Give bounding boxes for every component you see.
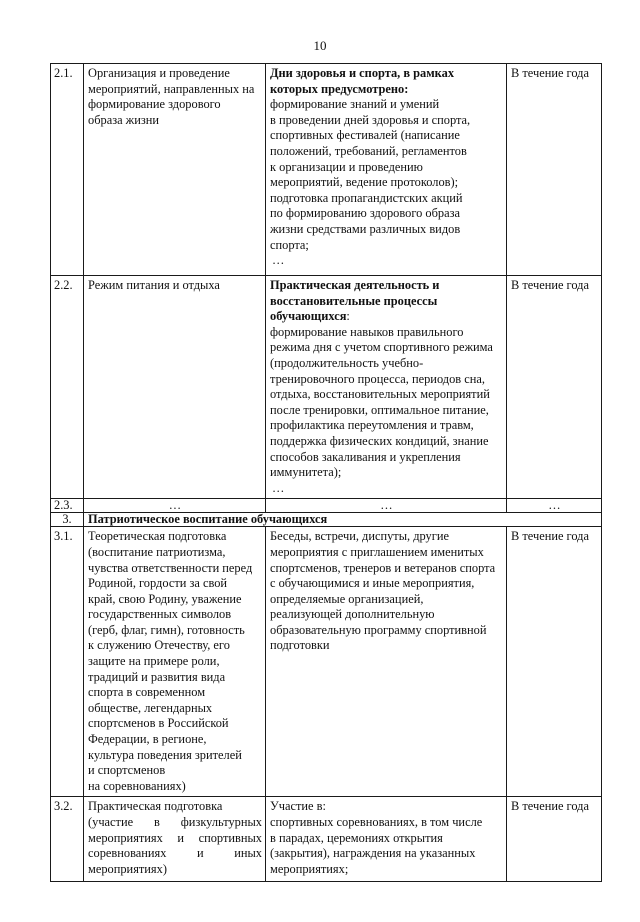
text-line: поддержка физических кондиций, знание (270, 433, 489, 448)
activity-name (84, 276, 266, 499)
text-line: образовательную программу спортивной (270, 622, 487, 637)
text-line: край, свою Родину, уважение (88, 591, 242, 606)
text-line (270, 309, 503, 325)
text-line: мероприятиях) (88, 861, 167, 876)
activity-description: … (266, 499, 507, 513)
text-line: спортивных соревнованиях, в том числе (270, 815, 483, 829)
row-number: 3.1. (51, 527, 84, 797)
text-line: Родиной, гордости за свой (88, 576, 228, 591)
row-number: 3.2. (51, 797, 84, 882)
table-row (51, 499, 602, 513)
text-line: тренировочного процесса, периодов сна, (270, 371, 485, 386)
text-line: с обучающимися и иные мероприятия, (270, 576, 475, 591)
text-line: положений, требований, регламентов (270, 143, 467, 158)
text-line: подготовка пропагандистских акций (270, 190, 463, 205)
text-line: мероприятия с приглашением именитых (270, 544, 484, 559)
row-number: 2.2. (51, 276, 84, 499)
section-title: Патриотическое воспитание обучающихся (84, 513, 602, 527)
text-line: Беседы, встречи, диспуты, другие (270, 529, 449, 544)
bold-heading-line: восстановительные процессы (270, 293, 438, 308)
ellipsis: … (272, 480, 285, 495)
activity-name (84, 64, 266, 276)
text-line: соревнованиях и иных (88, 846, 262, 861)
timeframe: В течение года (507, 276, 602, 499)
table-row (51, 797, 602, 882)
text-line: спорта в современном (88, 685, 206, 700)
text-line: определяемые организацией, (270, 591, 424, 606)
page-number: 10 (313, 38, 327, 53)
text-line: режима дня с учетом спортивного режима (270, 340, 493, 355)
text-line: жизни средствами различных видов (270, 221, 461, 236)
text-line: мероприятиях; (270, 861, 349, 876)
text-line: в проведении дней здоровья и спорта, (270, 112, 471, 127)
timeframe: В течение года (507, 64, 602, 276)
ellipsis: … (272, 253, 285, 268)
timeframe: … (507, 499, 602, 513)
text-line: (участие в физкультурных (88, 815, 262, 829)
text-line: мероприятиях и спортивных (88, 830, 262, 845)
bold-heading-part: обучающихся (270, 309, 347, 324)
text-line: Организация и проведение (88, 66, 230, 80)
text-line: спортивных фестивалей (написание (270, 128, 460, 143)
bold-heading-line: Дни здоровья и спорта, в рамках (270, 66, 455, 80)
text-line: реализующей дополнительную (270, 607, 435, 622)
text-line: к служению Отечеству, его (88, 638, 230, 653)
text-line: (закрытия), награждения на указанных (270, 846, 476, 861)
text-line: после тренировки, оптимальное питание, (270, 402, 489, 417)
text-line: государственных символов (88, 607, 232, 622)
activity-description (266, 64, 507, 276)
section-number: 3. (51, 513, 84, 527)
text-line: образа жизни (88, 112, 160, 127)
text-line: Теоретическая подготовка (88, 529, 227, 544)
text-line: на соревнованиях) (88, 778, 186, 793)
text-line: спортсменов в Российской (88, 716, 229, 731)
row-number: 2.1. (51, 64, 84, 276)
activity-description (266, 797, 507, 882)
text-line: защите на примере роли, (88, 654, 220, 669)
section-row (51, 513, 602, 527)
table-row (51, 527, 602, 797)
activity-name (84, 527, 266, 797)
text-line: Практическая подготовка (88, 799, 223, 814)
text-line: чувства ответственности перед (88, 560, 253, 575)
timeframe: В течение года (507, 797, 602, 882)
table-row (51, 64, 602, 276)
text-line: мероприятий, ведение протоколов); (270, 175, 459, 190)
text-line: Участие в: (270, 799, 326, 814)
activity-name: … (84, 499, 266, 513)
bold-heading-line: которых предусмотрено: (270, 81, 409, 96)
timeframe: В течение года (507, 527, 602, 797)
text-line: формирование навыков правильного (270, 324, 464, 339)
text-line: (продолжительность учебно- (270, 355, 424, 370)
text-line: обществе, легендарных (88, 700, 213, 715)
text-line: по формированию здорового образа (270, 206, 460, 221)
activity-name (84, 797, 266, 882)
row-number: 2.3. (51, 499, 84, 513)
text-line: к организации и проведению (270, 159, 423, 174)
text-line: (воспитание патриотизма, (88, 544, 226, 559)
activity-description (266, 527, 507, 797)
text-line: спорта; (270, 237, 309, 252)
text-line: традиций и развития вида (88, 669, 226, 684)
text-line: отдыха, восстановительных мероприятий (270, 387, 490, 402)
table-row (51, 276, 602, 499)
heading-colon: : (346, 309, 350, 324)
bold-heading-line: Практическая деятельность и (270, 278, 440, 292)
text-line: спортсменов, тренеров и ветеранов спорта (270, 560, 496, 575)
text-line: подготовки (270, 638, 330, 653)
text-line: и спортсменов (88, 763, 166, 778)
text-line: формирование знаний и умений (270, 97, 440, 112)
text-line: способов закаливания и укрепления (270, 449, 461, 464)
program-table (50, 63, 602, 882)
text-line: культура поведения зрителей (88, 747, 242, 762)
activity-description (266, 276, 507, 499)
text-line: формирование здорового (88, 97, 221, 112)
text-line: (герб, флаг, гимн), готовность (88, 622, 245, 637)
text-line: в парадах, церемониях открытия (270, 830, 443, 845)
text-line: мероприятий, направленных на (88, 81, 255, 96)
text-line: Режим питания и отдыха (88, 278, 220, 292)
text-line: иммунитета); (270, 465, 342, 480)
text-line: профилактика переутомления и травм, (270, 418, 474, 433)
text-line: Федерации, в регионе, (88, 732, 207, 747)
